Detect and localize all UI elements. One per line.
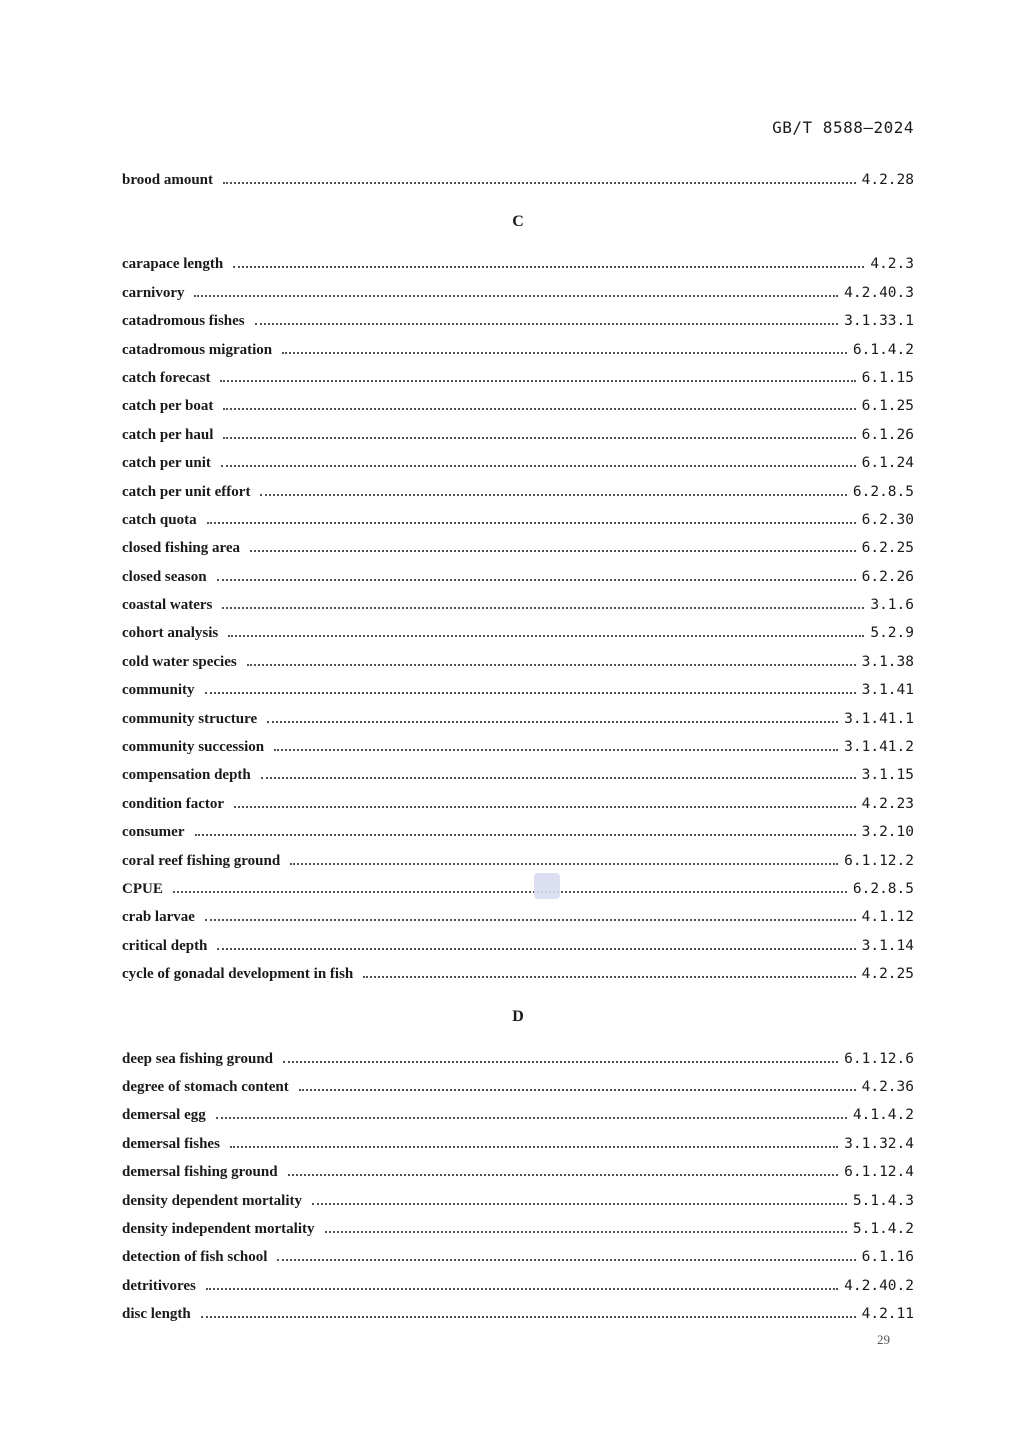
clause-reference: 6.1.12.4 xyxy=(844,1164,914,1181)
index-entry xyxy=(122,619,914,647)
index-entry xyxy=(122,1130,914,1158)
clause-reference: 3.1.6 xyxy=(870,597,914,614)
index-term: catch per unit effort xyxy=(122,483,251,500)
dot-leader xyxy=(363,976,855,978)
index-term: consumer xyxy=(122,824,185,841)
dot-leader xyxy=(216,1117,847,1119)
index-entry xyxy=(122,1158,914,1186)
clause-reference: 3.1.15 xyxy=(861,767,914,784)
dot-leader xyxy=(205,919,856,921)
index-term: carnivory xyxy=(122,284,185,301)
index-term: demersal egg xyxy=(122,1107,206,1124)
index-term: detritivores xyxy=(122,1277,196,1294)
index-term: cold water species xyxy=(122,653,237,670)
clause-reference: 3.2.10 xyxy=(861,824,914,841)
index-entry xyxy=(122,648,914,676)
clause-reference: 6.2.26 xyxy=(861,568,914,585)
section-letter-heading: D xyxy=(512,1007,524,1025)
index-term: degree of stomach content xyxy=(122,1078,289,1095)
dot-leader xyxy=(261,777,856,779)
dot-leader xyxy=(223,182,856,184)
index-term: brood amount xyxy=(122,172,213,188)
index-entry xyxy=(122,563,914,591)
clause-reference: 6.2.30 xyxy=(861,511,914,528)
section-letter-heading: C xyxy=(512,213,524,231)
index-term: crab larvae xyxy=(122,909,195,926)
clause-reference: 6.1.12.6 xyxy=(844,1050,914,1067)
clause-reference: 3.1.41.2 xyxy=(844,739,914,756)
index-entry xyxy=(122,932,914,960)
dot-leader xyxy=(228,635,864,637)
dot-leader xyxy=(299,1089,856,1091)
index-entry xyxy=(122,847,914,875)
clause-reference: 6.2.25 xyxy=(861,540,914,557)
index-entry xyxy=(122,705,914,733)
dot-leader xyxy=(205,692,856,694)
index-term: coral reef fishing ground xyxy=(122,852,281,869)
watermark-logo xyxy=(534,873,560,899)
index-entry xyxy=(122,1215,914,1243)
dot-leader xyxy=(173,891,847,893)
page-header: GB/T 8588—2024 xyxy=(772,118,914,137)
index-term: closed fishing area xyxy=(122,540,241,557)
dot-leader xyxy=(221,465,856,467)
index-entry xyxy=(122,1101,914,1129)
index-term: CPUE xyxy=(122,880,163,897)
index-entry xyxy=(122,1073,914,1101)
index-term: closed season xyxy=(122,568,207,585)
index-term: detection of fish school xyxy=(122,1249,268,1266)
dot-leader xyxy=(222,607,864,609)
index-term: community structure xyxy=(122,710,258,727)
index-entry xyxy=(122,336,914,364)
index-term: condition factor xyxy=(122,795,225,812)
clause-reference: 6.1.4.2 xyxy=(852,341,914,358)
dot-leader xyxy=(250,550,856,552)
index-term: demersal fishes xyxy=(122,1135,220,1152)
index-term: catch per boat xyxy=(122,398,214,415)
top-entries xyxy=(122,166,914,194)
index-entry xyxy=(122,1045,914,1073)
dot-leader xyxy=(312,1203,847,1205)
dot-leader xyxy=(220,380,855,382)
index-term: demersal fishing ground xyxy=(122,1164,278,1181)
dot-leader xyxy=(234,806,856,808)
clause-reference: 6.1.15 xyxy=(861,369,914,386)
dot-leader xyxy=(194,295,838,297)
dot-leader xyxy=(255,323,839,325)
dot-leader xyxy=(217,579,856,581)
dot-leader xyxy=(223,408,855,410)
index-term: coastal waters xyxy=(122,597,213,614)
index-entry xyxy=(122,364,914,392)
index-entry xyxy=(122,1300,914,1328)
dot-leader xyxy=(217,948,855,950)
clause-reference: 6.1.24 xyxy=(861,455,914,472)
index-entry xyxy=(122,1272,914,1300)
index-entry xyxy=(122,506,914,534)
page-number: 29 xyxy=(877,1332,890,1347)
clause-reference: 3.1.14 xyxy=(861,937,914,954)
clause-reference: 3.1.41 xyxy=(861,682,914,699)
clause-reference: 6.1.16 xyxy=(861,1249,914,1266)
index-term: community xyxy=(122,682,195,699)
index-term: catch per unit xyxy=(122,455,211,472)
index-entry xyxy=(122,307,914,335)
dot-leader xyxy=(201,1316,856,1318)
index-term: deep sea fishing ground xyxy=(122,1050,274,1067)
dot-leader xyxy=(288,1174,839,1176)
dot-leader xyxy=(290,863,838,865)
dot-leader xyxy=(283,1061,838,1063)
index-entry xyxy=(122,392,914,420)
clause-reference: 5.1.4.3 xyxy=(852,1192,914,1209)
index-term: density dependent mortality xyxy=(122,1192,302,1209)
clause-reference: 3.1.32.4 xyxy=(844,1135,914,1152)
clause-reference: 5.2.9 xyxy=(870,625,914,642)
clause-reference: 4.2.36 xyxy=(861,1078,914,1095)
index-entry xyxy=(122,875,914,903)
dot-leader xyxy=(233,266,864,268)
clause-reference: 6.1.26 xyxy=(861,426,914,443)
index-term: community succession xyxy=(122,739,265,756)
dot-leader xyxy=(207,522,856,524)
index-entry xyxy=(122,421,914,449)
clause-reference: 4.2.40.3 xyxy=(844,284,914,301)
dot-leader xyxy=(230,1146,838,1148)
dot-leader xyxy=(195,834,856,836)
index-entry xyxy=(122,790,914,818)
clause-reference: 4.2.40.2 xyxy=(844,1277,914,1294)
dot-leader xyxy=(274,749,838,751)
index-entry xyxy=(122,1187,914,1215)
index-entry xyxy=(122,960,914,988)
index-term: disc length xyxy=(122,1306,191,1323)
index-term: catch per haul xyxy=(122,426,214,443)
dot-leader xyxy=(223,437,855,439)
index-term: carapace length xyxy=(122,256,224,273)
dot-leader xyxy=(206,1288,838,1290)
index-entry xyxy=(122,818,914,846)
index-term: catadromous fishes xyxy=(122,313,245,330)
index-sections xyxy=(122,194,914,1328)
index-entry xyxy=(122,1243,914,1271)
index-term: catadromous migration xyxy=(122,341,273,358)
index-entry xyxy=(122,761,914,789)
clause-reference: 3.1.41.1 xyxy=(844,710,914,727)
clause-reference: 5.1.4.2 xyxy=(852,1220,914,1237)
clause-reference: 3.1.33.1 xyxy=(844,313,914,330)
clause-reference: 6.1.12.2 xyxy=(844,852,914,869)
clause-reference: 4.2.25 xyxy=(861,966,914,983)
index-entry xyxy=(122,534,914,562)
clause-reference: 6.1.25 xyxy=(861,398,914,415)
index-entry xyxy=(122,478,914,506)
index-list xyxy=(122,166,914,1328)
dot-leader xyxy=(325,1231,847,1233)
clause-reference: 6.2.8.5 xyxy=(852,483,914,500)
clause-reference: 4.2.11 xyxy=(861,1306,914,1323)
index-entry xyxy=(122,591,914,619)
clause-reference: 4.2.28 xyxy=(861,172,914,188)
index-entry xyxy=(122,676,914,704)
clause-reference: 6.2.8.5 xyxy=(852,880,914,897)
index-term: catch quota xyxy=(122,511,197,528)
index-entry xyxy=(122,279,914,307)
index-entry xyxy=(122,250,914,278)
clause-reference: 3.1.38 xyxy=(861,653,914,670)
clause-reference: 4.1.12 xyxy=(861,909,914,926)
index-term: density independent mortality xyxy=(122,1220,315,1237)
dot-leader xyxy=(282,352,847,354)
index-term: cohort analysis xyxy=(122,625,219,642)
dot-leader xyxy=(277,1259,855,1261)
dot-leader xyxy=(260,494,846,496)
index-entry xyxy=(122,449,914,477)
index-entry xyxy=(122,733,914,761)
index-term: critical depth xyxy=(122,937,208,954)
index-entry xyxy=(122,903,914,931)
index-entry xyxy=(122,166,914,194)
clause-reference: 4.2.23 xyxy=(861,795,914,812)
clause-reference: 4.1.4.2 xyxy=(852,1107,914,1124)
index-term: cycle of gonadal development in fish xyxy=(122,966,354,983)
index-term: catch forecast xyxy=(122,369,211,386)
dot-leader xyxy=(267,721,838,723)
clause-reference: 4.2.3 xyxy=(870,256,914,273)
index-term: compensation depth xyxy=(122,767,251,784)
dot-leader xyxy=(247,664,856,666)
